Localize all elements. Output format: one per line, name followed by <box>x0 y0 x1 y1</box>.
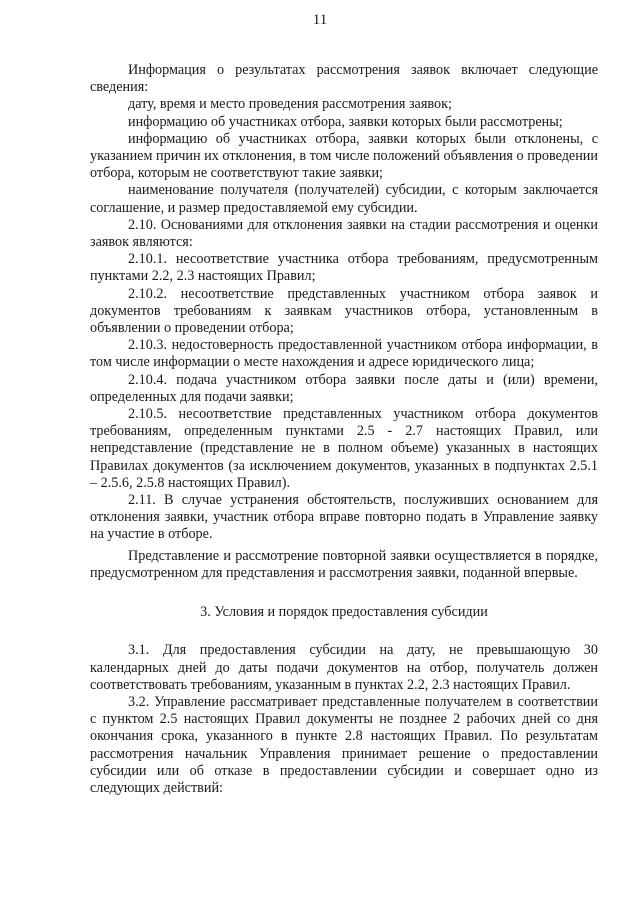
document-body <box>90 62 598 797</box>
paragraph: информацию об участниках отбора, заявки которых были рассмотрены; <box>128 113 563 130</box>
paragraph: дату, время и место проведения рассмотрения заявок; <box>128 96 452 113</box>
section-heading: 3. Условия и порядок предоставления субсидии <box>200 604 488 621</box>
page-number: 11 <box>312 12 328 28</box>
paragraph: 2.10.1. несоответствие участника отбора требованиям, предусмотренным пунктами 2.2, 2.3 настоящих Правил; <box>90 251 598 285</box>
paragraph: Информация о результатах рассмотрения заявок включает следующие сведения: <box>90 62 598 96</box>
paragraph: 2.11. В случае устранения обстоятельств, послуживших основанием для отклонения заявки, участник отбора вправе повторно подать в Управление заявку на участие в отборе. <box>90 492 598 543</box>
paragraph: 2.10.4. подача участником отбора заявки после даты и (или) времени, определенных для подачи заявки; <box>90 371 598 405</box>
paragraph: наименование получателя (получателей) субсидии, с которым заключается соглашение, и размер предоставляемой ему субсидии. <box>90 182 598 216</box>
paragraph: информацию об участниках отбора, заявки которых были отклонены, с указанием причин их отклонения, в том числе положений объявления о проведении отбора, которым не соответствуют такие заявки; <box>90 130 598 182</box>
paragraph: 2.10.5. несоответствие представленных участником отбора документов требованиям, определенным пунктами 2.5 - 2.7 настоящих Правил, или непредставление (представление не в полном объеме) указанных в настоящих Правилах документов (за исключением документов, указанных в подпунктах 2.5.1 – 2.5.6, 2.5.8 настоящих Правил). <box>90 406 598 491</box>
paragraph: 2.10.3. недостоверность предоставленной участником отбора информации, в том числе информации о месте нахождения и адресе юридического лица; <box>90 337 598 371</box>
paragraph: 2.10. Основаниями для отклонения заявки на стадии рассмотрения и оценки заявок являются: <box>90 216 598 251</box>
paragraph: 2.10.2. несоответствие представленных участником отбора заявок и документов требованиям к заявкам участников отбора, установленным в объявлении о проведении отбора; <box>90 285 598 337</box>
paragraph: Представление и рассмотрение повторной заявки осуществляется в порядке, предусмотренном для представления и рассмотрения заявки, поданной впервые. <box>90 547 598 581</box>
paragraph: 3.2. Управление рассматривает представленные получателем в соответствии с пунктом 2.5 настоящих Правил документы не позднее 2 рабочих дней со дня окончания срока, указанного в пункте 2.8 настоящих Правил. По результатам рассмотрения начальник Управления принимает решение о предоставлении субсидии или об отказе в предоставлении субсидии и совершает одно из следующих действий: <box>90 693 598 796</box>
paragraph: 3.1. Для предоставления субсидии на дату, не превышающую 30 календарных дней до даты подачи документов на отбор, получатель должен соответствовать требованиям, указанным в пунктах 2.2, 2.3 настоящих Правил. <box>90 642 598 693</box>
